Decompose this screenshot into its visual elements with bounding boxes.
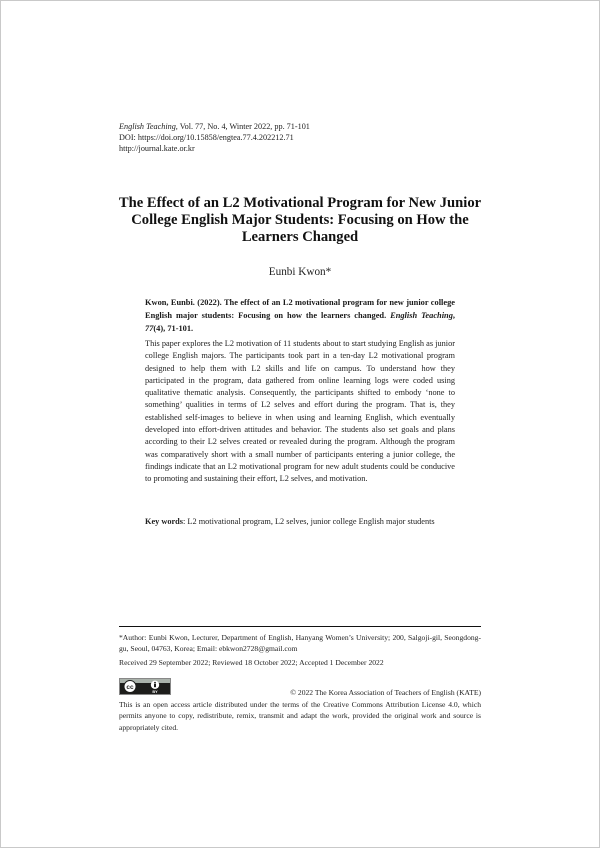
paper-title: The Effect of an L2 Motivational Program for New Junior College English Major Students: Focusing on How the Learners Changed [118,195,482,245]
citation-block [145,296,455,335]
keywords-text: : L2 motivational program, L2 selves, junior college English major students [183,517,435,526]
journal-header [119,121,310,154]
author-footnote: *Author: Eunbi Kwon, Lecturer, Department of English, Hanyang Women’s University; 200, Salgoji-gil, Seongdong-gu, Seoul, 04763, Korea; Email: ebkwon2728@gmail.com [119,633,481,654]
citation-pages: (4), 71-101. [153,324,194,333]
keywords-label: Key words [145,517,184,526]
cc-badge-top-text: cc [126,684,134,691]
journal-url[interactable]: http://journal.kate.or.kr [119,144,195,153]
copyright-notice: © 2022 The Korea Association of Teachers of English (KATE) [290,688,481,697]
license-text: This is an open access article distributed under the terms of the Creative Commons Attribution License 4.0, which permits anyone to copy, redistribute, remix, transmit and adapt the work, provided the original work and source is appropriately cited. [119,700,481,732]
doi-line[interactable]: DOI: https://doi.org/10.15858/engtea.77.4.202212.71 [119,133,294,142]
citation-volume: 77 [145,324,154,333]
journal-issue-info: , Vol. 77, No. 4, Winter 2022, pp. 71-101 [175,122,310,131]
citation-journal: English Teaching [390,311,453,320]
citation-separator: , [452,311,455,320]
journal-name: English Teaching [119,122,176,131]
journal-citation-line [119,121,310,132]
keywords [145,517,475,526]
author-name: Eunbi Kwon* [268,266,332,278]
received-dates: Received 29 September 2022; Reviewed 18 October 2022; Accepted 1 December 2022 [119,658,384,667]
cc-badge-bottom-text: BY [152,690,158,694]
abstract: This paper explores the L2 motivation of 11 students about to start studying English as junior college English majors. The participants took part in a ten-day L2 motivational program designed to help them with L2 skills and life on campus. To understand how they participated in the program, data gathered from online learning logs were coded using qualitative thematic analysis. Consequently, the participants shifted to embody ‘none to something’ qualities in terms of L2 selves and effort during the program. That is, they established self-images to believe in when using and learning English, which eventually developed into effort-driven attitudes and behavior. The students also set goals and plans according to their L2 selves created or revealed during the program. Although the program was comparatively short with a small number of participants entering a junior college, the findings indicate that an L2 motivational program for new adult students could be conducive to promoting and sustaining their effort, L2 selves, and motivation. [145,339,455,484]
citation-text: Kwon, Eunbi. (2022). The effect of an L2 motivational program for new junior college English major students: Focusing on how the learners changed. [145,298,455,320]
footnote-divider [119,626,481,627]
